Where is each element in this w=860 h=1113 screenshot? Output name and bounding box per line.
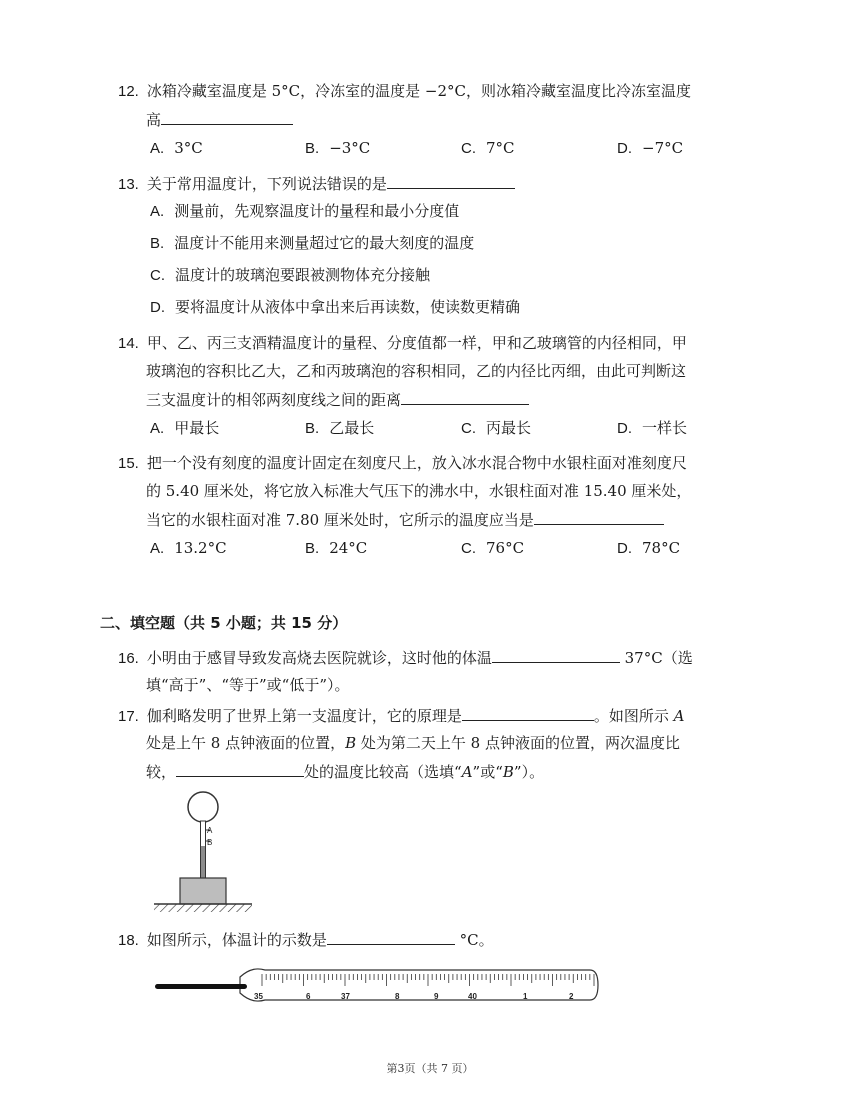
option-label: A. xyxy=(150,420,165,437)
option-label: C. xyxy=(461,540,476,557)
q16-stem-end: 37°C（选 xyxy=(619,649,693,667)
option-label: B. xyxy=(305,140,320,157)
q17-stem: 伽利略发明了世界上第一支温度计，它的原理是 xyxy=(146,707,462,725)
q12-answer-blank[interactable] xyxy=(161,108,293,125)
q14-answer-blank[interactable] xyxy=(401,388,529,405)
q17-var-a: A xyxy=(673,707,685,725)
option-label: A. xyxy=(150,540,165,557)
tick-label: 37 xyxy=(341,992,350,1001)
q13-option-d[interactable] xyxy=(150,296,520,319)
q15-stem-cont2: 当它的水银柱面对准 7.80 厘米处时，它所示的温度应当是 xyxy=(146,511,534,529)
option-text: 要将温度计从液体中拿出来后再读数，使读数更精确 xyxy=(175,298,521,316)
q16-number: 16. xyxy=(118,650,139,667)
option-label: A. xyxy=(150,140,165,157)
mercury-column xyxy=(155,984,247,989)
option-text: 24°C xyxy=(329,539,368,557)
option-label: D. xyxy=(617,540,632,557)
q13-line1 xyxy=(118,172,515,196)
option-text: 乙最长 xyxy=(329,419,375,437)
page-footer: 第3页（共 7 页） xyxy=(386,1062,474,1075)
option-label: B. xyxy=(150,235,165,252)
option-text: 温度计不能用来测量超过它的最大刻度的温度 xyxy=(174,234,475,252)
tick-label: 1 xyxy=(523,992,528,1001)
tick-label: 35 xyxy=(254,992,263,1001)
q17-answer-blank-2[interactable] xyxy=(176,760,304,777)
q17-stem-d: 处为第二天上午 8 点钟液面的位置，两次温度比 xyxy=(356,734,680,752)
q14-stem-cont2: 三支温度计的相邻两刻度线之间的距离 xyxy=(146,391,402,409)
option-text: 76°C xyxy=(486,539,525,557)
q12-option-d[interactable] xyxy=(617,137,683,160)
q14-stem: 甲、乙、丙三支酒精温度计的量程、分度值都一样，甲和乙玻璃管的内径相同，甲 xyxy=(146,334,687,352)
q14-line2 xyxy=(146,360,686,382)
q17-stem-h: ”）。 xyxy=(513,763,545,781)
q16-line1 xyxy=(118,646,693,670)
q17-choice-a: A xyxy=(461,763,473,781)
q15-line3 xyxy=(146,508,664,531)
q12-option-a[interactable] xyxy=(150,137,203,160)
q15-option-a[interactable] xyxy=(150,537,227,560)
q15-option-b[interactable] xyxy=(305,537,367,560)
q17-stem-f: 处的温度比较高（选填“ xyxy=(304,763,462,781)
tick-label: 9 xyxy=(434,992,439,1001)
q12-stem: 冰箱冷藏室温度是 5°C，冷冻室的温度是 −2°C，则冰箱冷藏室温度比冷冻室温度 xyxy=(146,82,692,100)
q15-option-d[interactable] xyxy=(617,537,680,560)
q16-stem: 小明由于感冒导致发高烧去医院就诊，这时他的体温 xyxy=(146,649,492,667)
option-text: 测量前，先观察温度计的量程和最小分度值 xyxy=(174,202,460,220)
tick-label: 2 xyxy=(569,992,574,1001)
q16-answer-blank[interactable] xyxy=(492,646,620,663)
label-b: B xyxy=(207,838,213,847)
q18-number: 18. xyxy=(118,932,139,949)
q17-stem-c: 处是上午 8 点钟液面的位置， xyxy=(146,734,346,752)
ground-hatch xyxy=(154,904,252,912)
q14-number: 14. xyxy=(118,335,139,352)
q13-option-a[interactable] xyxy=(150,200,459,223)
bulb-shape xyxy=(188,792,218,822)
clinical-thermometer-figure xyxy=(150,958,600,1008)
q14-option-d[interactable] xyxy=(617,417,687,440)
option-text: 温度计的玻璃泡要跟被测物体充分接触 xyxy=(175,266,431,284)
q12-stem-cont: 高 xyxy=(146,111,162,129)
tick-label: 8 xyxy=(395,992,400,1001)
q17-line3 xyxy=(146,760,544,783)
option-text: −3°C xyxy=(329,139,371,157)
q15-answer-blank[interactable] xyxy=(534,508,664,525)
q18-stem-end: °C。 xyxy=(454,931,494,949)
q12-option-c[interactable] xyxy=(461,137,515,160)
q17-stem-g: ”或“ xyxy=(472,763,503,781)
q15-stem: 把一个没有刻度的温度计固定在刻度尺上，放入冰水混合物中水银柱面对准刻度尺 xyxy=(146,454,687,472)
section-heading: 二、填空题（共 5 小题；共 15 分） xyxy=(100,614,348,632)
q18-stem: 如图所示，体温计的示数是 xyxy=(146,931,327,949)
q18-line1 xyxy=(118,928,494,952)
option-label: C. xyxy=(150,267,165,284)
option-label: B. xyxy=(305,420,320,437)
q16-line2 xyxy=(146,674,350,696)
q14-line1 xyxy=(118,332,687,355)
q15-line2 xyxy=(146,480,691,502)
q17-choice-b: B xyxy=(502,763,514,781)
option-label: D. xyxy=(150,299,165,316)
q13-number: 13. xyxy=(118,176,139,193)
option-text: 丙最长 xyxy=(486,419,532,437)
q14-option-b[interactable] xyxy=(305,417,374,440)
q12-line1 xyxy=(118,80,691,103)
option-text: 7°C xyxy=(486,139,515,157)
beaker-shape xyxy=(180,878,226,904)
option-label: B. xyxy=(305,540,320,557)
q17-var-b: B xyxy=(345,734,357,752)
q15-number: 15. xyxy=(118,455,139,472)
q13-answer-blank[interactable] xyxy=(387,172,515,189)
q13-option-c[interactable] xyxy=(150,264,430,287)
option-text: 3°C xyxy=(174,139,203,157)
q16-stem-cont: 填“高于”、“等于”或“低于”）。 xyxy=(146,676,350,694)
q12-number: 12. xyxy=(118,83,139,100)
galileo-thermometer-figure xyxy=(150,786,260,916)
q17-line2 xyxy=(146,732,680,754)
q13-stem: 关于常用温度计，下列说法错误的是 xyxy=(146,175,387,193)
option-text: 一样长 xyxy=(642,419,688,437)
option-text: 13.2°C xyxy=(174,539,227,557)
q14-line3 xyxy=(146,388,529,411)
q12-line2 xyxy=(146,108,293,131)
option-label: A. xyxy=(150,203,165,220)
option-label: D. xyxy=(617,420,632,437)
q15-option-c[interactable] xyxy=(461,537,524,560)
q17-stem-e: 较， xyxy=(146,763,177,781)
q14-stem-cont: 玻璃泡的容积比乙大，乙和丙玻璃泡的容积相同，乙的内径比丙细，由此可判断这 xyxy=(146,362,687,380)
q15-line1 xyxy=(118,452,687,475)
q14-option-c[interactable] xyxy=(461,417,531,440)
q17-number: 17. xyxy=(118,708,139,725)
option-text: 78°C xyxy=(642,539,681,557)
q12-option-b[interactable] xyxy=(305,137,370,160)
q18-answer-blank[interactable] xyxy=(327,928,455,945)
option-label: C. xyxy=(461,140,476,157)
q14-option-a[interactable] xyxy=(150,417,219,440)
option-label: D. xyxy=(617,140,632,157)
label-a: A xyxy=(207,826,213,835)
tick-label: 40 xyxy=(468,992,477,1001)
thermometer-body xyxy=(240,969,598,1001)
tick-label: 6 xyxy=(306,992,311,1001)
q17-answer-blank-1[interactable] xyxy=(462,704,594,721)
q17-line1 xyxy=(118,704,685,728)
q15-stem-cont: 的 5.40 厘米处，将它放入标准大气压下的沸水中，水银柱面对准 15.40 厘米处， xyxy=(146,482,692,500)
option-text: −7°C xyxy=(642,139,684,157)
option-text: 甲最长 xyxy=(174,419,220,437)
q13-option-b[interactable] xyxy=(150,232,474,255)
q17-stem-b: 。如图所示 xyxy=(593,707,674,725)
option-label: C. xyxy=(461,420,476,437)
